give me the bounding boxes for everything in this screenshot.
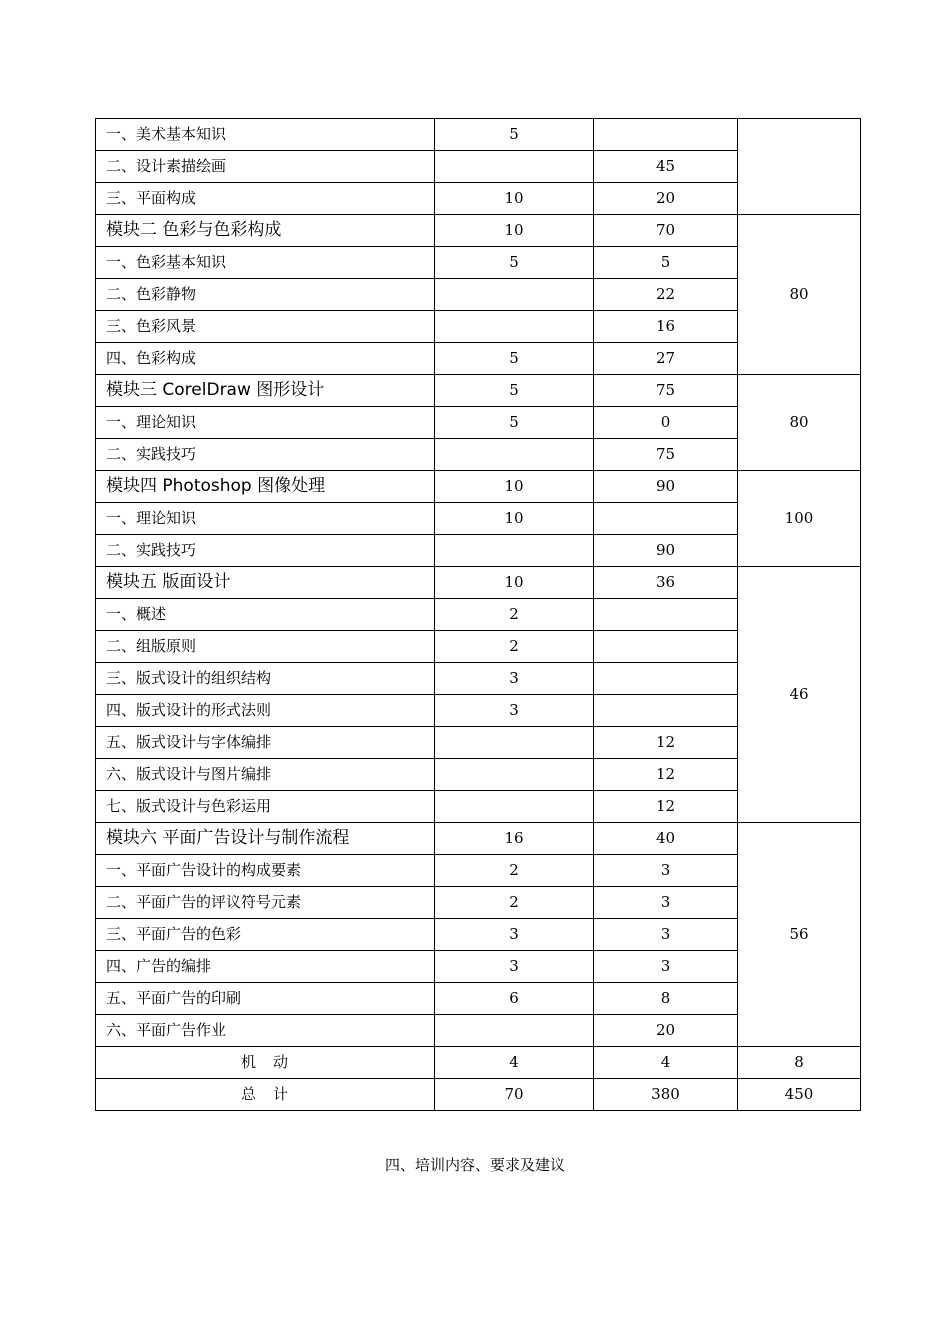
theory-hours <box>435 791 594 823</box>
row-name: 三、版式设计的组织结构 <box>96 663 435 695</box>
row-name: 三、色彩风景 <box>96 311 435 343</box>
theory-hours: 10 <box>435 567 594 599</box>
practice-hours: 0 <box>594 407 738 439</box>
section-heading: 四、培训内容、要求及建议 <box>384 1156 565 1174</box>
theory-hours: 3 <box>435 663 594 695</box>
theory-hours: 3 <box>435 919 594 951</box>
practice-hours: 40 <box>594 823 738 855</box>
practice-hours: 45 <box>594 151 738 183</box>
practice-hours: 12 <box>594 791 738 823</box>
practice-hours: 3 <box>594 855 738 887</box>
grand-total-row <box>96 1079 861 1111</box>
practice-hours: 8 <box>594 983 738 1015</box>
total-hours: 450 <box>738 1079 861 1111</box>
row-name: 六、平面广告作业 <box>96 1015 435 1047</box>
row-name: 一、概述 <box>96 599 435 631</box>
practice-hours: 3 <box>594 887 738 919</box>
theory-hours: 2 <box>435 599 594 631</box>
theory-hours: 16 <box>435 823 594 855</box>
module-total-hours: 80 <box>738 375 861 471</box>
row-name: 六、版式设计与图片编排 <box>96 759 435 791</box>
theory-hours: 2 <box>435 855 594 887</box>
theory-hours <box>435 439 594 471</box>
row-name: 三、平面广告的色彩 <box>96 919 435 951</box>
practice-hours: 75 <box>594 375 738 407</box>
row-name: 一、理论知识 <box>96 503 435 535</box>
practice-hours <box>594 119 738 151</box>
theory-hours: 4 <box>435 1047 594 1079</box>
module-row <box>96 823 861 855</box>
module-total-hours: 56 <box>738 823 861 1047</box>
row-name: 四、色彩构成 <box>96 343 435 375</box>
module-total-hours: 100 <box>738 471 861 567</box>
row-name: 四、广告的编排 <box>96 951 435 983</box>
row-name: 一、色彩基本知识 <box>96 247 435 279</box>
practice-hours: 20 <box>594 183 738 215</box>
row-name: 二、实践技巧 <box>96 535 435 567</box>
theory-hours <box>435 727 594 759</box>
row-name: 七、版式设计与色彩运用 <box>96 791 435 823</box>
theory-hours <box>435 1015 594 1047</box>
module-row <box>96 375 861 407</box>
theory-hours: 3 <box>435 951 594 983</box>
row-name: 二、组版原则 <box>96 631 435 663</box>
practice-hours: 22 <box>594 279 738 311</box>
theory-hours: 2 <box>435 887 594 919</box>
theory-hours: 5 <box>435 343 594 375</box>
row-name: 一、平面广告设计的构成要素 <box>96 855 435 887</box>
module-title: 模块二 色彩与色彩构成 <box>96 215 435 247</box>
row-name: 二、设计素描绘画 <box>96 151 435 183</box>
module-row <box>96 567 861 599</box>
table-row <box>96 119 861 151</box>
row-name: 四、版式设计的形式法则 <box>96 695 435 727</box>
practice-hours: 4 <box>594 1047 738 1079</box>
module-total-hours: 46 <box>738 567 861 823</box>
module-total-hours: 80 <box>738 215 861 375</box>
course-hours-table <box>95 118 861 1111</box>
theory-hours: 5 <box>435 119 594 151</box>
row-name: 三、平面构成 <box>96 183 435 215</box>
row-name: 五、版式设计与字体编排 <box>96 727 435 759</box>
theory-hours: 5 <box>435 247 594 279</box>
theory-hours: 5 <box>435 407 594 439</box>
module-title: 模块三 CorelDraw 图形设计 <box>96 375 435 407</box>
practice-hours: 90 <box>594 471 738 503</box>
practice-hours <box>594 503 738 535</box>
row-name: 二、平面广告的评议符号元素 <box>96 887 435 919</box>
practice-hours: 75 <box>594 439 738 471</box>
theory-hours <box>435 311 594 343</box>
module-title: 模块四 Photoshop 图像处理 <box>96 471 435 503</box>
row-name: 五、平面广告的印刷 <box>96 983 435 1015</box>
theory-hours: 2 <box>435 631 594 663</box>
practice-hours: 70 <box>594 215 738 247</box>
grand-total-label: 总 计 <box>96 1079 435 1111</box>
theory-hours: 10 <box>435 183 594 215</box>
theory-hours: 10 <box>435 471 594 503</box>
practice-hours <box>594 599 738 631</box>
row-name: 二、实践技巧 <box>96 439 435 471</box>
practice-hours <box>594 631 738 663</box>
theory-hours <box>435 151 594 183</box>
flexible-hours-row <box>96 1047 861 1079</box>
theory-hours <box>435 279 594 311</box>
practice-hours: 380 <box>594 1079 738 1111</box>
practice-hours <box>594 695 738 727</box>
row-name: 二、色彩静物 <box>96 279 435 311</box>
theory-hours: 6 <box>435 983 594 1015</box>
practice-hours: 3 <box>594 919 738 951</box>
practice-hours: 5 <box>594 247 738 279</box>
practice-hours: 90 <box>594 535 738 567</box>
module-total-hours <box>738 119 861 215</box>
practice-hours <box>594 663 738 695</box>
theory-hours: 3 <box>435 695 594 727</box>
practice-hours: 12 <box>594 759 738 791</box>
flexible-label: 机 动 <box>96 1047 435 1079</box>
module-title: 模块六 平面广告设计与制作流程 <box>96 823 435 855</box>
total-hours: 8 <box>738 1047 861 1079</box>
practice-hours: 16 <box>594 311 738 343</box>
theory-hours: 10 <box>435 503 594 535</box>
module-title: 模块五 版面设计 <box>96 567 435 599</box>
practice-hours: 12 <box>594 727 738 759</box>
row-name: 一、美术基本知识 <box>96 119 435 151</box>
module-row <box>96 471 861 503</box>
theory-hours: 5 <box>435 375 594 407</box>
theory-hours: 70 <box>435 1079 594 1111</box>
practice-hours: 3 <box>594 951 738 983</box>
theory-hours: 10 <box>435 215 594 247</box>
row-name: 一、理论知识 <box>96 407 435 439</box>
theory-hours <box>435 759 594 791</box>
practice-hours: 20 <box>594 1015 738 1047</box>
practice-hours: 36 <box>594 567 738 599</box>
theory-hours <box>435 535 594 567</box>
module-row <box>96 215 861 247</box>
practice-hours: 27 <box>594 343 738 375</box>
